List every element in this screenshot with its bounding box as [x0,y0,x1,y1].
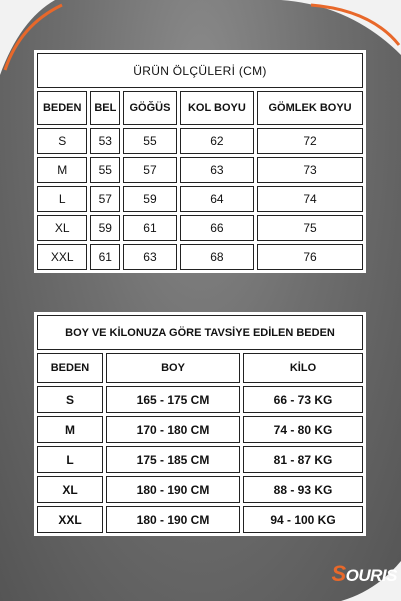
table-row [37,446,363,473]
table-row [37,128,363,154]
table-cell: XL [37,215,87,241]
table-cell: L [37,446,103,473]
table-cell: 61 [90,244,120,270]
table-cell: XL [37,476,103,503]
column-header: KOL BOYU [180,91,254,125]
table-cell: 62 [180,128,254,154]
brand-logo-initial: S [331,561,346,586]
table-cell: 55 [90,157,120,183]
table-cell: S [37,128,87,154]
table-row [37,476,363,503]
table-cell: 74 - 80 KG [243,416,363,443]
table-cell: XXL [37,506,103,533]
column-header: GÖĞÜS [123,91,176,125]
table-cell: 76 [257,244,363,270]
column-header: GÖMLEK BOYU [257,91,363,125]
table-cell: 73 [257,157,363,183]
table-cell: 180 - 190 CM [106,476,240,503]
product-measurements-table [34,50,366,273]
table-cell: 81 - 87 KG [243,446,363,473]
table-cell: 72 [257,128,363,154]
column-header: BEDEN [37,353,103,383]
table-row [37,186,363,212]
table-cell: 180 - 190 CM [106,506,240,533]
table-row [37,215,363,241]
brand-logo-text: OURIS [345,566,397,585]
brand-logo [331,561,397,587]
table-cell: 59 [90,215,120,241]
table-cell: XXL [37,244,87,270]
table-cell: 63 [123,244,176,270]
table-title: BOY VE KİLONUZA GÖRE TAVSİYE EDİLEN BEDEN [37,315,363,350]
table-row [37,416,363,443]
table-row [37,244,363,270]
table-cell: 53 [90,128,120,154]
table-row [37,157,363,183]
table-cell: 57 [123,157,176,183]
table-cell: M [37,416,103,443]
table-cell: M [37,157,87,183]
table-cell: 88 - 93 KG [243,476,363,503]
table-cell: 59 [123,186,176,212]
table-cell: 75 [257,215,363,241]
table-cell: L [37,186,87,212]
table-cell: 165 - 175 CM [106,386,240,413]
table-cell: 66 - 73 KG [243,386,363,413]
table-cell: 61 [123,215,176,241]
table-cell: 170 - 180 CM [106,416,240,443]
table-cell: 66 [180,215,254,241]
table-cell: S [37,386,103,413]
table-title: ÜRÜN ÖLÇÜLERİ (CM) [37,53,363,88]
column-header: BEL [90,91,120,125]
recommended-size-table [34,312,366,536]
table-cell: 64 [180,186,254,212]
table-cell: 57 [90,186,120,212]
table-row [37,386,363,413]
table-cell: 94 - 100 KG [243,506,363,533]
table-cell: 55 [123,128,176,154]
column-header: BOY [106,353,240,383]
table-row [37,506,363,533]
table-cell: 68 [180,244,254,270]
table-cell: 175 - 185 CM [106,446,240,473]
table-cell: 63 [180,157,254,183]
table-cell: 74 [257,186,363,212]
column-header: BEDEN [37,91,87,125]
column-header: KİLO [243,353,363,383]
